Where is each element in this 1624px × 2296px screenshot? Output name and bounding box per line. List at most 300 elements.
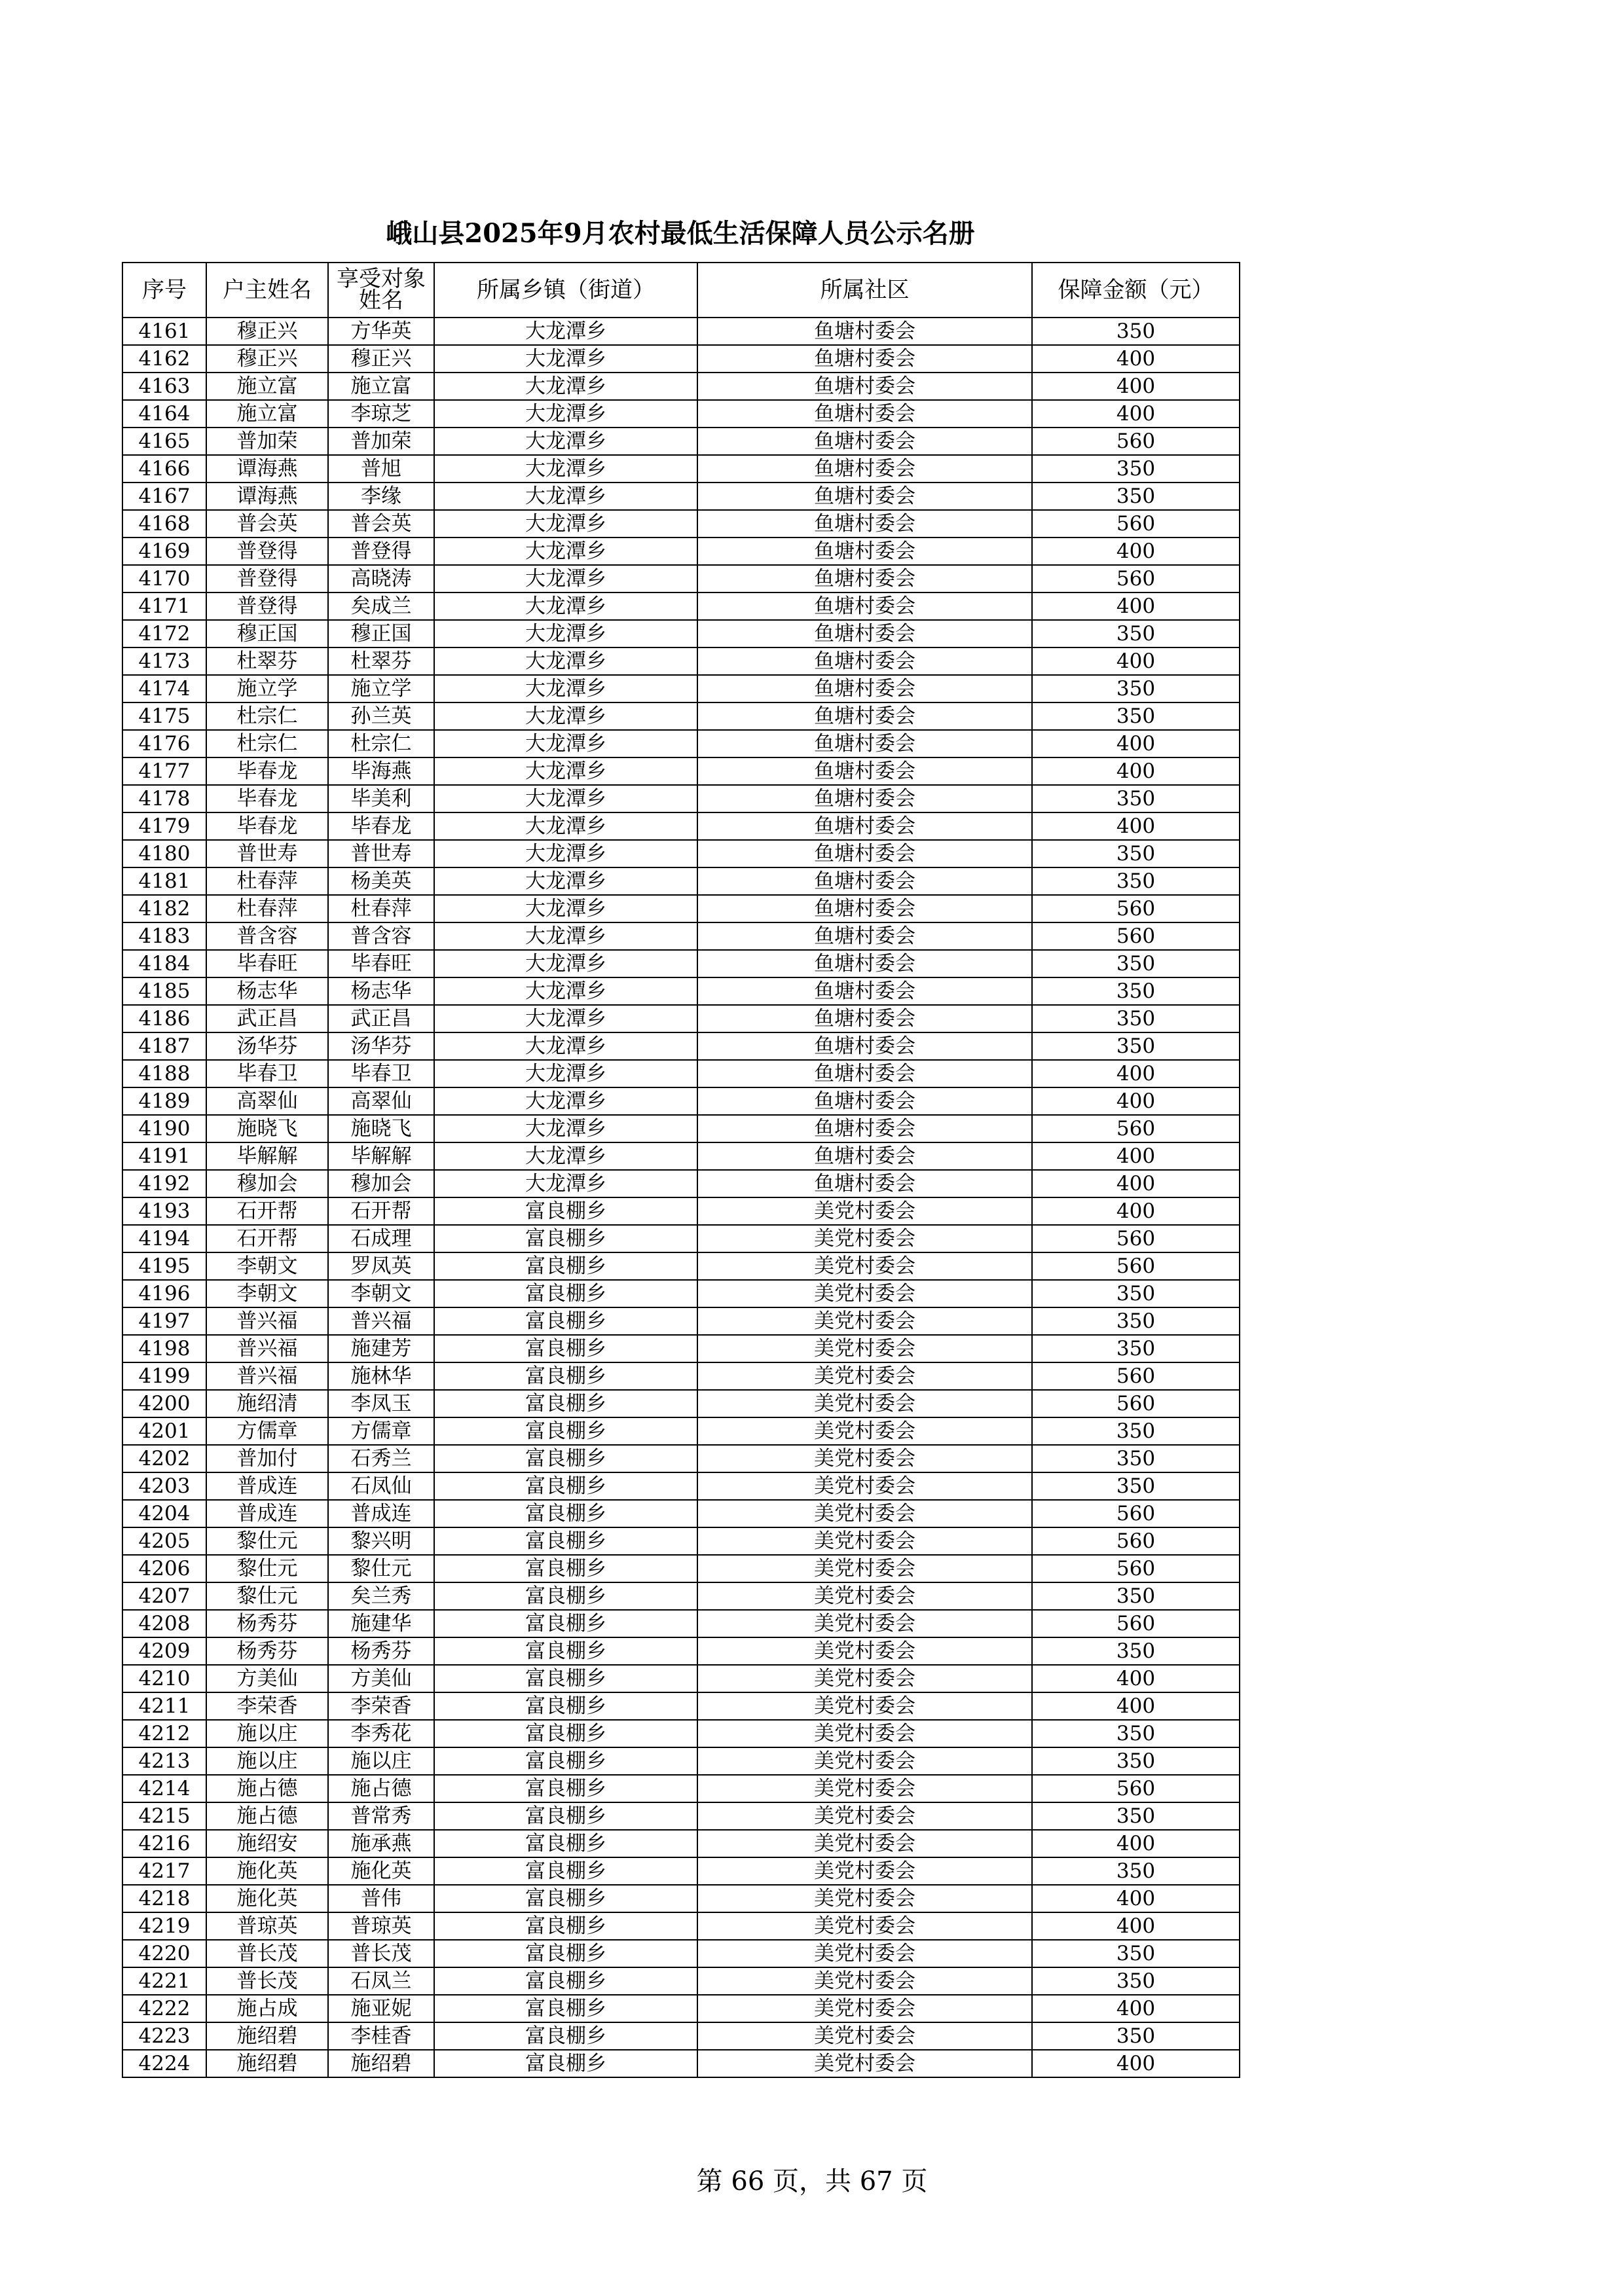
cell-township: 大龙潭乡 bbox=[434, 950, 697, 977]
cell-seq: 4177 bbox=[122, 757, 206, 785]
cell-community: 美党村委会 bbox=[697, 1582, 1032, 1610]
cell-township: 大龙潭乡 bbox=[434, 373, 697, 400]
cell-community: 美党村委会 bbox=[697, 1665, 1032, 1692]
cell-amount: 350 bbox=[1032, 840, 1240, 867]
cell-township: 富良棚乡 bbox=[434, 1692, 697, 1720]
cell-beneficiary: 施化英 bbox=[328, 1857, 434, 1885]
cell-householder: 施立富 bbox=[206, 400, 328, 428]
cell-householder: 普兴福 bbox=[206, 1307, 328, 1335]
table-row bbox=[122, 1555, 1240, 1582]
cell-amount: 560 bbox=[1032, 1252, 1240, 1280]
cell-community: 鱼塘村委会 bbox=[697, 483, 1032, 510]
table-header-row bbox=[122, 263, 1240, 318]
cell-community: 鱼塘村委会 bbox=[697, 1115, 1032, 1142]
cell-seq: 4217 bbox=[122, 1857, 206, 1885]
cell-householder: 杜宗仁 bbox=[206, 730, 328, 757]
cell-beneficiary: 普旭 bbox=[328, 455, 434, 483]
table-row bbox=[122, 1637, 1240, 1665]
cell-township: 富良棚乡 bbox=[434, 2050, 697, 2077]
cell-householder: 杜翠芬 bbox=[206, 647, 328, 675]
cell-community: 美党村委会 bbox=[697, 1747, 1032, 1775]
cell-township: 富良棚乡 bbox=[434, 1445, 697, 1472]
cell-community: 鱼塘村委会 bbox=[697, 1087, 1032, 1115]
cell-amount: 400 bbox=[1032, 1197, 1240, 1225]
cell-householder: 普加付 bbox=[206, 1445, 328, 1472]
cell-community: 鱼塘村委会 bbox=[697, 538, 1032, 565]
cell-beneficiary: 普兴福 bbox=[328, 1307, 434, 1335]
cell-township: 大龙潭乡 bbox=[434, 565, 697, 592]
cell-community: 美党村委会 bbox=[697, 1445, 1032, 1472]
cell-seq: 4178 bbox=[122, 785, 206, 812]
cell-community: 鱼塘村委会 bbox=[697, 867, 1032, 895]
cell-community: 美党村委会 bbox=[697, 1885, 1032, 1912]
cell-beneficiary: 施林华 bbox=[328, 1362, 434, 1390]
cell-community: 鱼塘村委会 bbox=[697, 675, 1032, 702]
cell-amount: 400 bbox=[1032, 592, 1240, 620]
cell-beneficiary: 普含容 bbox=[328, 922, 434, 950]
cell-householder: 施晓飞 bbox=[206, 1115, 328, 1142]
table-row bbox=[122, 455, 1240, 483]
table-row bbox=[122, 2022, 1240, 2050]
cell-householder: 普成连 bbox=[206, 1500, 328, 1527]
cell-community: 鱼塘村委会 bbox=[697, 510, 1032, 538]
cell-beneficiary: 矣兰秀 bbox=[328, 1582, 434, 1610]
cell-township: 富良棚乡 bbox=[434, 1500, 697, 1527]
cell-community: 美党村委会 bbox=[697, 1692, 1032, 1720]
cell-householder: 普琼英 bbox=[206, 1912, 328, 1940]
cell-community: 鱼塘村委会 bbox=[697, 702, 1032, 730]
cell-community: 美党村委会 bbox=[697, 1280, 1032, 1307]
cell-beneficiary: 孙兰英 bbox=[328, 702, 434, 730]
header-township: 所属乡镇（街道） bbox=[434, 263, 697, 318]
cell-beneficiary: 施晓飞 bbox=[328, 1115, 434, 1142]
cell-beneficiary: 石成理 bbox=[328, 1225, 434, 1252]
cell-township: 大龙潭乡 bbox=[434, 455, 697, 483]
cell-seq: 4162 bbox=[122, 345, 206, 373]
cell-seq: 4224 bbox=[122, 2050, 206, 2077]
cell-beneficiary: 李朝文 bbox=[328, 1280, 434, 1307]
table-row bbox=[122, 1665, 1240, 1692]
cell-householder: 普加荣 bbox=[206, 428, 328, 455]
cell-township: 富良棚乡 bbox=[434, 1802, 697, 1830]
table-row bbox=[122, 1390, 1240, 1417]
cell-community: 鱼塘村委会 bbox=[697, 620, 1032, 647]
cell-township: 大龙潭乡 bbox=[434, 977, 697, 1005]
cell-beneficiary: 李荣香 bbox=[328, 1692, 434, 1720]
cell-amount: 400 bbox=[1032, 1912, 1240, 1940]
cell-householder: 普长茂 bbox=[206, 1940, 328, 1967]
table-row bbox=[122, 483, 1240, 510]
cell-township: 富良棚乡 bbox=[434, 1995, 697, 2022]
cell-householder: 毕春龙 bbox=[206, 812, 328, 840]
cell-seq: 4198 bbox=[122, 1335, 206, 1362]
table-row bbox=[122, 1967, 1240, 1995]
cell-seq: 4175 bbox=[122, 702, 206, 730]
cell-seq: 4219 bbox=[122, 1912, 206, 1940]
cell-householder: 汤华芬 bbox=[206, 1032, 328, 1060]
cell-amount: 560 bbox=[1032, 1362, 1240, 1390]
table-row bbox=[122, 1692, 1240, 1720]
cell-community: 美党村委会 bbox=[697, 1637, 1032, 1665]
cell-amount: 560 bbox=[1032, 895, 1240, 922]
cell-community: 鱼塘村委会 bbox=[697, 565, 1032, 592]
cell-amount: 400 bbox=[1032, 1665, 1240, 1692]
table-row bbox=[122, 950, 1240, 977]
cell-beneficiary: 方华英 bbox=[328, 318, 434, 345]
cell-householder: 施化英 bbox=[206, 1857, 328, 1885]
cell-householder: 施以庄 bbox=[206, 1747, 328, 1775]
cell-seq: 4212 bbox=[122, 1720, 206, 1747]
cell-amount: 560 bbox=[1032, 1527, 1240, 1555]
cell-community: 美党村委会 bbox=[697, 1197, 1032, 1225]
cell-amount: 350 bbox=[1032, 1417, 1240, 1445]
cell-seq: 4210 bbox=[122, 1665, 206, 1692]
cell-township: 富良棚乡 bbox=[434, 1720, 697, 1747]
cell-householder: 毕春龙 bbox=[206, 785, 328, 812]
cell-householder: 杨志华 bbox=[206, 977, 328, 1005]
cell-beneficiary: 方儒章 bbox=[328, 1417, 434, 1445]
cell-beneficiary: 普琼英 bbox=[328, 1912, 434, 1940]
cell-amount: 350 bbox=[1032, 1335, 1240, 1362]
cell-householder: 穆正兴 bbox=[206, 318, 328, 345]
table-row bbox=[122, 1280, 1240, 1307]
cell-seq: 4202 bbox=[122, 1445, 206, 1472]
cell-township: 富良棚乡 bbox=[434, 1610, 697, 1637]
cell-seq: 4220 bbox=[122, 1940, 206, 1967]
cell-community: 美党村委会 bbox=[697, 1940, 1032, 1967]
cell-community: 鱼塘村委会 bbox=[697, 977, 1032, 1005]
table-row bbox=[122, 1335, 1240, 1362]
cell-beneficiary: 杜翠芬 bbox=[328, 647, 434, 675]
cell-township: 富良棚乡 bbox=[434, 1390, 697, 1417]
cell-seq: 4194 bbox=[122, 1225, 206, 1252]
cell-beneficiary: 普伟 bbox=[328, 1885, 434, 1912]
cell-householder: 施占德 bbox=[206, 1775, 328, 1802]
cell-amount: 400 bbox=[1032, 730, 1240, 757]
cell-beneficiary: 毕春龙 bbox=[328, 812, 434, 840]
cell-beneficiary: 方美仙 bbox=[328, 1665, 434, 1692]
cell-householder: 普登得 bbox=[206, 565, 328, 592]
cell-community: 鱼塘村委会 bbox=[697, 840, 1032, 867]
cell-seq: 4164 bbox=[122, 400, 206, 428]
cell-amount: 560 bbox=[1032, 1115, 1240, 1142]
cell-amount: 350 bbox=[1032, 483, 1240, 510]
cell-beneficiary: 穆正国 bbox=[328, 620, 434, 647]
cell-beneficiary: 汤华芬 bbox=[328, 1032, 434, 1060]
cell-amount: 400 bbox=[1032, 400, 1240, 428]
cell-seq: 4193 bbox=[122, 1197, 206, 1225]
cell-seq: 4204 bbox=[122, 1500, 206, 1527]
cell-householder: 施占成 bbox=[206, 1995, 328, 2022]
cell-seq: 4171 bbox=[122, 592, 206, 620]
cell-beneficiary: 普加荣 bbox=[328, 428, 434, 455]
cell-amount: 560 bbox=[1032, 1500, 1240, 1527]
cell-beneficiary: 杜宗仁 bbox=[328, 730, 434, 757]
cell-householder: 杜春萍 bbox=[206, 867, 328, 895]
cell-community: 鱼塘村委会 bbox=[697, 1142, 1032, 1170]
table-row bbox=[122, 1225, 1240, 1252]
cell-township: 富良棚乡 bbox=[434, 1197, 697, 1225]
cell-beneficiary: 罗凤英 bbox=[328, 1252, 434, 1280]
cell-amount: 400 bbox=[1032, 647, 1240, 675]
table-row bbox=[122, 1830, 1240, 1857]
page-footer: 第 66 页，共 67 页 bbox=[696, 2166, 928, 2196]
cell-beneficiary: 普登得 bbox=[328, 538, 434, 565]
table-row bbox=[122, 1445, 1240, 1472]
cell-beneficiary: 武正昌 bbox=[328, 1005, 434, 1032]
cell-seq: 4200 bbox=[122, 1390, 206, 1417]
cell-community: 美党村委会 bbox=[697, 1417, 1032, 1445]
cell-beneficiary: 施建华 bbox=[328, 1610, 434, 1637]
cell-householder: 穆正国 bbox=[206, 620, 328, 647]
table-row bbox=[122, 400, 1240, 428]
table-row bbox=[122, 1885, 1240, 1912]
cell-township: 富良棚乡 bbox=[434, 2022, 697, 2050]
cell-amount: 350 bbox=[1032, 1637, 1240, 1665]
cell-township: 大龙潭乡 bbox=[434, 1060, 697, 1087]
cell-beneficiary: 施以庄 bbox=[328, 1747, 434, 1775]
cell-seq: 4221 bbox=[122, 1967, 206, 1995]
cell-beneficiary: 矣成兰 bbox=[328, 592, 434, 620]
cell-householder: 李荣香 bbox=[206, 1692, 328, 1720]
table-row bbox=[122, 592, 1240, 620]
table-row bbox=[122, 867, 1240, 895]
cell-householder: 毕春旺 bbox=[206, 950, 328, 977]
table-row bbox=[122, 785, 1240, 812]
table-row bbox=[122, 730, 1240, 757]
cell-amount: 350 bbox=[1032, 1802, 1240, 1830]
cell-householder: 石开帮 bbox=[206, 1225, 328, 1252]
cell-township: 大龙潭乡 bbox=[434, 922, 697, 950]
cell-beneficiary: 李秀花 bbox=[328, 1720, 434, 1747]
cell-householder: 高翠仙 bbox=[206, 1087, 328, 1115]
table-row bbox=[122, 428, 1240, 455]
cell-beneficiary: 施承燕 bbox=[328, 1830, 434, 1857]
cell-householder: 毕解解 bbox=[206, 1142, 328, 1170]
cell-beneficiary: 石凤兰 bbox=[328, 1967, 434, 1995]
cell-householder: 武正昌 bbox=[206, 1005, 328, 1032]
cell-beneficiary: 毕解解 bbox=[328, 1142, 434, 1170]
table-row bbox=[122, 1060, 1240, 1087]
cell-householder: 普登得 bbox=[206, 538, 328, 565]
cell-seq: 4223 bbox=[122, 2022, 206, 2050]
cell-amount: 400 bbox=[1032, 345, 1240, 373]
cell-community: 鱼塘村委会 bbox=[697, 400, 1032, 428]
cell-seq: 4176 bbox=[122, 730, 206, 757]
cell-seq: 4195 bbox=[122, 1252, 206, 1280]
cell-community: 鱼塘村委会 bbox=[697, 455, 1032, 483]
cell-township: 大龙潭乡 bbox=[434, 840, 697, 867]
cell-householder: 李朝文 bbox=[206, 1280, 328, 1307]
cell-township: 大龙潭乡 bbox=[434, 345, 697, 373]
cell-township: 富良棚乡 bbox=[434, 1417, 697, 1445]
cell-township: 富良棚乡 bbox=[434, 1252, 697, 1280]
cell-amount: 400 bbox=[1032, 1060, 1240, 1087]
cell-seq: 4161 bbox=[122, 318, 206, 345]
table-row bbox=[122, 812, 1240, 840]
table-row bbox=[122, 620, 1240, 647]
cell-seq: 4180 bbox=[122, 840, 206, 867]
table-row bbox=[122, 702, 1240, 730]
cell-beneficiary: 施亚妮 bbox=[328, 1995, 434, 2022]
table-row bbox=[122, 1417, 1240, 1445]
cell-township: 大龙潭乡 bbox=[434, 1115, 697, 1142]
table-row bbox=[122, 1032, 1240, 1060]
cell-householder: 黎仕元 bbox=[206, 1582, 328, 1610]
header-householder: 户主姓名 bbox=[206, 263, 328, 318]
cell-beneficiary: 杜春萍 bbox=[328, 895, 434, 922]
cell-amount: 350 bbox=[1032, 1307, 1240, 1335]
cell-seq: 4179 bbox=[122, 812, 206, 840]
cell-township: 富良棚乡 bbox=[434, 1637, 697, 1665]
table-row bbox=[122, 1115, 1240, 1142]
cell-seq: 4174 bbox=[122, 675, 206, 702]
cell-householder: 普兴福 bbox=[206, 1335, 328, 1362]
table-row bbox=[122, 1527, 1240, 1555]
table-row bbox=[122, 1995, 1240, 2022]
cell-township: 大龙潭乡 bbox=[434, 702, 697, 730]
table-row bbox=[122, 1775, 1240, 1802]
cell-seq: 4165 bbox=[122, 428, 206, 455]
cell-householder: 施占德 bbox=[206, 1802, 328, 1830]
cell-community: 鱼塘村委会 bbox=[697, 592, 1032, 620]
table-row bbox=[122, 565, 1240, 592]
cell-township: 大龙潭乡 bbox=[434, 483, 697, 510]
cell-community: 美党村委会 bbox=[697, 1390, 1032, 1417]
cell-beneficiary: 施绍碧 bbox=[328, 2050, 434, 2077]
cell-amount: 350 bbox=[1032, 1005, 1240, 1032]
cell-seq: 4206 bbox=[122, 1555, 206, 1582]
table-row bbox=[122, 373, 1240, 400]
cell-beneficiary: 毕美利 bbox=[328, 785, 434, 812]
cell-seq: 4191 bbox=[122, 1142, 206, 1170]
cell-householder: 杜宗仁 bbox=[206, 702, 328, 730]
table-row bbox=[122, 1472, 1240, 1500]
cell-amount: 350 bbox=[1032, 1857, 1240, 1885]
cell-township: 富良棚乡 bbox=[434, 1775, 697, 1802]
cell-amount: 400 bbox=[1032, 1995, 1240, 2022]
cell-seq: 4184 bbox=[122, 950, 206, 977]
cell-seq: 4187 bbox=[122, 1032, 206, 1060]
cell-amount: 350 bbox=[1032, 455, 1240, 483]
cell-householder: 杜春萍 bbox=[206, 895, 328, 922]
cell-seq: 4218 bbox=[122, 1885, 206, 1912]
cell-seq: 4173 bbox=[122, 647, 206, 675]
cell-seq: 4167 bbox=[122, 483, 206, 510]
table-row bbox=[122, 1940, 1240, 1967]
table-row bbox=[122, 1087, 1240, 1115]
cell-amount: 350 bbox=[1032, 1032, 1240, 1060]
cell-community: 鱼塘村委会 bbox=[697, 730, 1032, 757]
cell-community: 美党村委会 bbox=[697, 1472, 1032, 1500]
cell-community: 美党村委会 bbox=[697, 1252, 1032, 1280]
table-row bbox=[122, 840, 1240, 867]
cell-beneficiary: 杨志华 bbox=[328, 977, 434, 1005]
cell-householder: 谭海燕 bbox=[206, 455, 328, 483]
document-title: 峨山县2025年9月农村最低生活保障人员公示名册 bbox=[386, 218, 975, 249]
cell-seq: 4207 bbox=[122, 1582, 206, 1610]
cell-amount: 560 bbox=[1032, 1390, 1240, 1417]
cell-community: 鱼塘村委会 bbox=[697, 373, 1032, 400]
cell-beneficiary: 毕海燕 bbox=[328, 757, 434, 785]
table-row bbox=[122, 1142, 1240, 1170]
cell-community: 鱼塘村委会 bbox=[697, 318, 1032, 345]
table-row bbox=[122, 1197, 1240, 1225]
header-community: 所属社区 bbox=[697, 263, 1032, 318]
roster-table bbox=[122, 262, 1240, 2078]
cell-community: 美党村委会 bbox=[697, 1335, 1032, 1362]
cell-amount: 560 bbox=[1032, 922, 1240, 950]
table-row bbox=[122, 510, 1240, 538]
cell-amount: 560 bbox=[1032, 1225, 1240, 1252]
cell-householder: 杨秀芬 bbox=[206, 1637, 328, 1665]
cell-amount: 350 bbox=[1032, 785, 1240, 812]
cell-township: 大龙潭乡 bbox=[434, 1005, 697, 1032]
table-row bbox=[122, 1747, 1240, 1775]
cell-township: 大龙潭乡 bbox=[434, 428, 697, 455]
cell-beneficiary: 普会英 bbox=[328, 510, 434, 538]
cell-amount: 400 bbox=[1032, 1692, 1240, 1720]
cell-amount: 400 bbox=[1032, 757, 1240, 785]
cell-householder: 普世寿 bbox=[206, 840, 328, 867]
cell-householder: 黎仕元 bbox=[206, 1555, 328, 1582]
header-seq: 序号 bbox=[122, 263, 206, 318]
cell-community: 鱼塘村委会 bbox=[697, 1005, 1032, 1032]
cell-beneficiary: 施建芳 bbox=[328, 1335, 434, 1362]
cell-seq: 4185 bbox=[122, 977, 206, 1005]
cell-amount: 350 bbox=[1032, 1747, 1240, 1775]
cell-township: 富良棚乡 bbox=[434, 1280, 697, 1307]
cell-community: 美党村委会 bbox=[697, 1500, 1032, 1527]
cell-township: 大龙潭乡 bbox=[434, 318, 697, 345]
cell-seq: 4215 bbox=[122, 1802, 206, 1830]
cell-amount: 400 bbox=[1032, 1885, 1240, 1912]
cell-beneficiary: 毕春卫 bbox=[328, 1060, 434, 1087]
cell-householder: 毕春龙 bbox=[206, 757, 328, 785]
cell-community: 鱼塘村委会 bbox=[697, 345, 1032, 373]
cell-community: 美党村委会 bbox=[697, 1720, 1032, 1747]
cell-township: 大龙潭乡 bbox=[434, 1032, 697, 1060]
cell-seq: 4222 bbox=[122, 1995, 206, 2022]
cell-amount: 350 bbox=[1032, 318, 1240, 345]
cell-householder: 李朝文 bbox=[206, 1252, 328, 1280]
cell-community: 鱼塘村委会 bbox=[697, 922, 1032, 950]
cell-seq: 4168 bbox=[122, 510, 206, 538]
cell-township: 富良棚乡 bbox=[434, 1665, 697, 1692]
cell-township: 大龙潭乡 bbox=[434, 647, 697, 675]
cell-seq: 4183 bbox=[122, 922, 206, 950]
cell-township: 大龙潭乡 bbox=[434, 812, 697, 840]
cell-township: 富良棚乡 bbox=[434, 1225, 697, 1252]
cell-seq: 4196 bbox=[122, 1280, 206, 1307]
cell-beneficiary: 毕春旺 bbox=[328, 950, 434, 977]
cell-householder: 普登得 bbox=[206, 592, 328, 620]
cell-beneficiary: 高翠仙 bbox=[328, 1087, 434, 1115]
cell-seq: 4205 bbox=[122, 1527, 206, 1555]
cell-community: 美党村委会 bbox=[697, 1555, 1032, 1582]
cell-beneficiary: 李凤玉 bbox=[328, 1390, 434, 1417]
table-row bbox=[122, 538, 1240, 565]
cell-amount: 350 bbox=[1032, 867, 1240, 895]
cell-amount: 350 bbox=[1032, 702, 1240, 730]
table-row bbox=[122, 1307, 1240, 1335]
cell-beneficiary: 普常秀 bbox=[328, 1802, 434, 1830]
cell-householder: 施以庄 bbox=[206, 1720, 328, 1747]
cell-community: 美党村委会 bbox=[697, 1527, 1032, 1555]
cell-seq: 4216 bbox=[122, 1830, 206, 1857]
cell-community: 鱼塘村委会 bbox=[697, 428, 1032, 455]
cell-township: 富良棚乡 bbox=[434, 1912, 697, 1940]
